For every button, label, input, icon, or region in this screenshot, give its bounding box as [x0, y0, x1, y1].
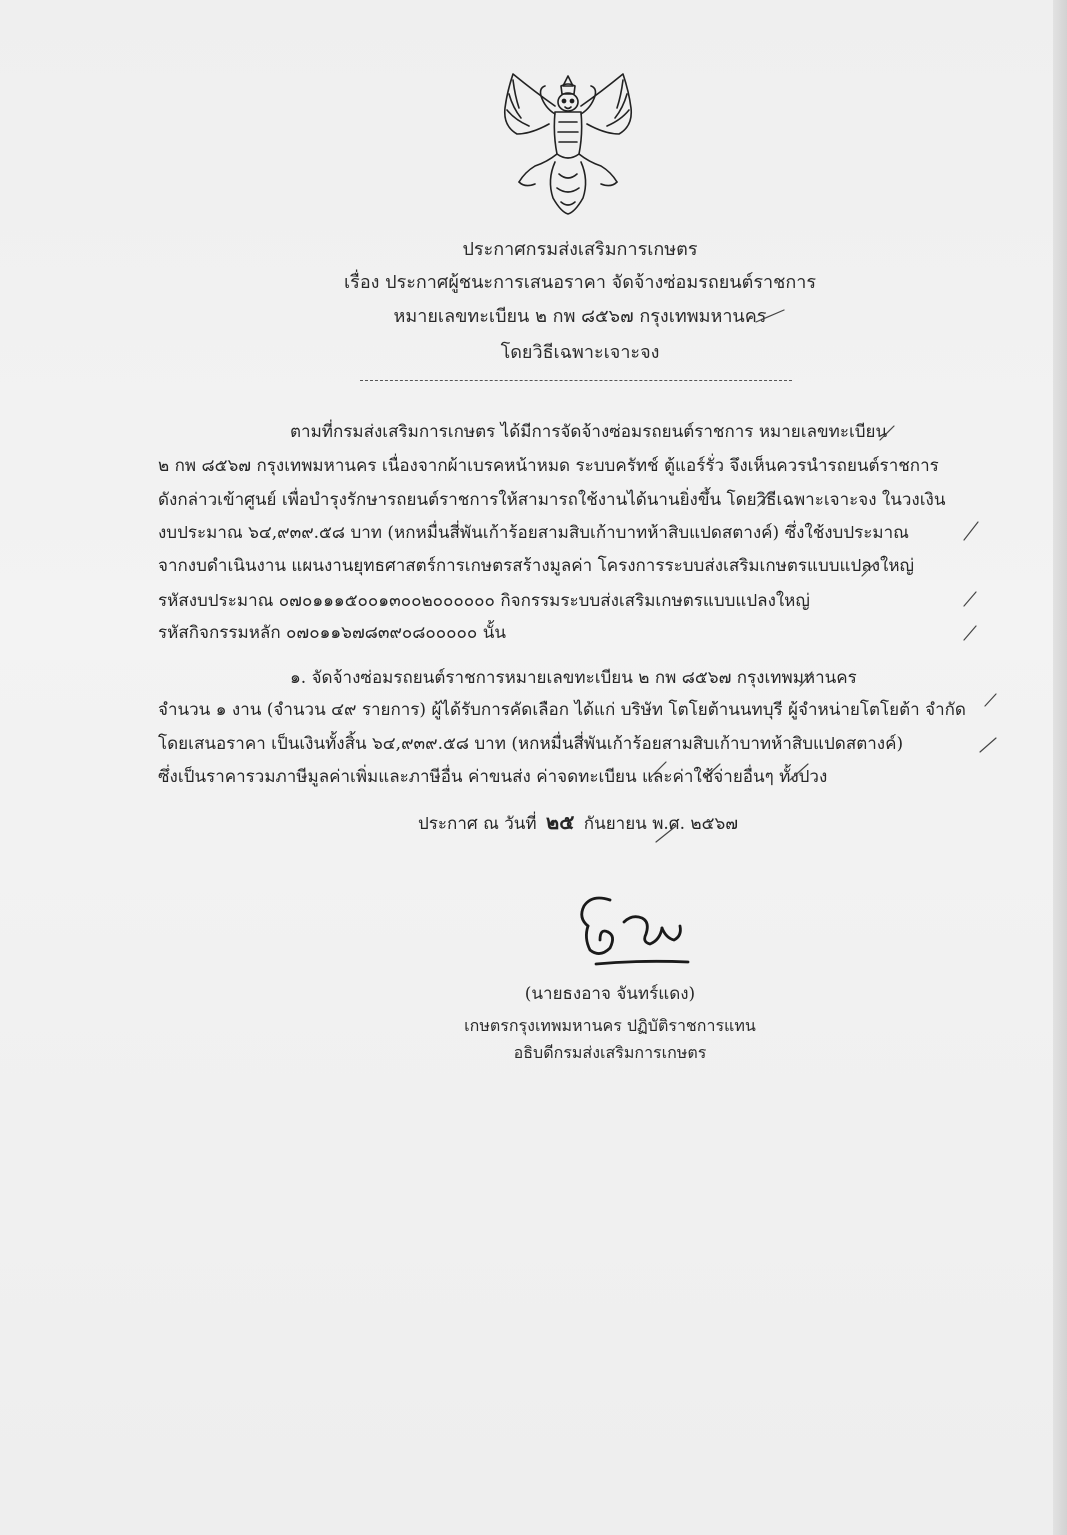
paragraph1-line: จากงบดำเนินงาน แผนงานยุทธศาสตร์การเกษตรสร้างมูลค่า โครงการระบบส่งเสริมเกษตรแบบแปลงใหญ่	[158, 556, 915, 576]
signatory-on-behalf: อธิบดีกรมส่งเสริมการเกษตร	[513, 1043, 707, 1062]
paragraph2-line: จำนวน ๑ งาน (จำนวน ๔๙ รายการ) ผู้ได้รับการคัดเลือก ได้แก่ บริษัท โตโยต้านนทบุรี ผู้จำหน่ายโตโยต้า จำกัด	[158, 700, 966, 720]
signatory-position: เกษตรกรุงเทพมหานคร ปฏิบัติราชการแทน	[464, 1016, 756, 1035]
paragraph1-line: ตามที่กรมส่งเสริมการเกษตร ได้มีการจัดจ้างซ่อมรถยนต์ราชการ หมายเลขทะเบียน	[290, 422, 888, 442]
paragraph1-line: รหัสงบประมาณ ๐๗๐๑๑๑๕๐๐๑๓๐๐๒๐๐๐๐๐๐ กิจกรรมระบบส่งเสริมเกษตรแบบแปลงใหญ่	[158, 591, 810, 611]
paragraph2-line: ซึ่งเป็นราคารวมภาษีมูลค่าเพิ่มและภาษีอื่น ค่าขนส่ง ค่าจดทะเบียน และค่าใช้จ่ายอื่นๆ ทั้งปวง	[158, 767, 828, 787]
paragraph2-line: ๑. จัดจ้างซ่อมรถยนต์ราชการหมายเลขทะเบียน ๒ กพ ๘๕๖๗ กรุงเทพมหานคร	[290, 668, 857, 688]
date-day-handwritten: ๒๕	[546, 810, 575, 834]
paragraph2-line: โดยเสนอราคา เป็นเงินทั้งสิ้น ๖๔,๙๓๙.๕๘ บาท (หกหมื่นสี่พันเก้าร้อยสามสิบเก้าบาทห้าสิบแปดสตางค์)	[158, 734, 904, 754]
announcement-date	[418, 806, 738, 838]
date-prefix: ประกาศ ณ วันที่	[418, 814, 537, 834]
announcement-agency: ประกาศกรมส่งเสริมการเกษตร	[462, 239, 698, 260]
paragraph1-line: ดังกล่าวเข้าศูนย์ เพื่อบำรุงรักษารถยนต์ราชการให้สามารถใช้งานได้นานยิ่งขึ้น โดยวิธีเฉพาะเจาะจง ในวงเงิน	[158, 490, 946, 510]
paragraph1-line: งบประมาณ ๖๔,๙๓๙.๕๘ บาท (หกหมื่นสี่พันเก้าร้อยสามสิบเก้าบาทห้าสิบแปดสตางค์) ซึ่งใช้งบประมาณ	[158, 523, 909, 543]
announcement-method: โดยวิธีเฉพาะเจาะจง	[500, 342, 660, 363]
announcement-plate: หมายเลขทะเบียน ๒ กพ ๘๕๖๗ กรุงเทพมหานคร	[393, 306, 767, 327]
signatory-name: (นายธงอาจ จันทร์แดง)	[524, 984, 696, 1004]
handwritten-signature	[570, 888, 700, 974]
paragraph1-line: ๒ กพ ๘๕๖๗ กรุงเทพมหานคร เนื่องจากผ้าเบรคหน้าหมด ระบบครัทช์ ตู้แอร์รั่ว จึงเห็นควรนำรถยนต์ราชการ	[158, 456, 939, 476]
announcement-subject: เรื่อง ประกาศผู้ชนะการเสนอราคา จัดจ้างซ่อมรถยนต์ราชการ	[344, 272, 816, 293]
date-month-year: กันยายน พ.ศ. ๒๕๖๗	[583, 814, 739, 834]
page-edge-shadow	[1053, 0, 1067, 1535]
paragraph1-line: รหัสกิจกรรมหลัก ๐๗๐๑๑๖๗๘๓๙๐๘๐๐๐๐๐ นั้น	[158, 623, 506, 643]
garuda-emblem	[495, 62, 641, 222]
header-divider	[360, 380, 792, 381]
